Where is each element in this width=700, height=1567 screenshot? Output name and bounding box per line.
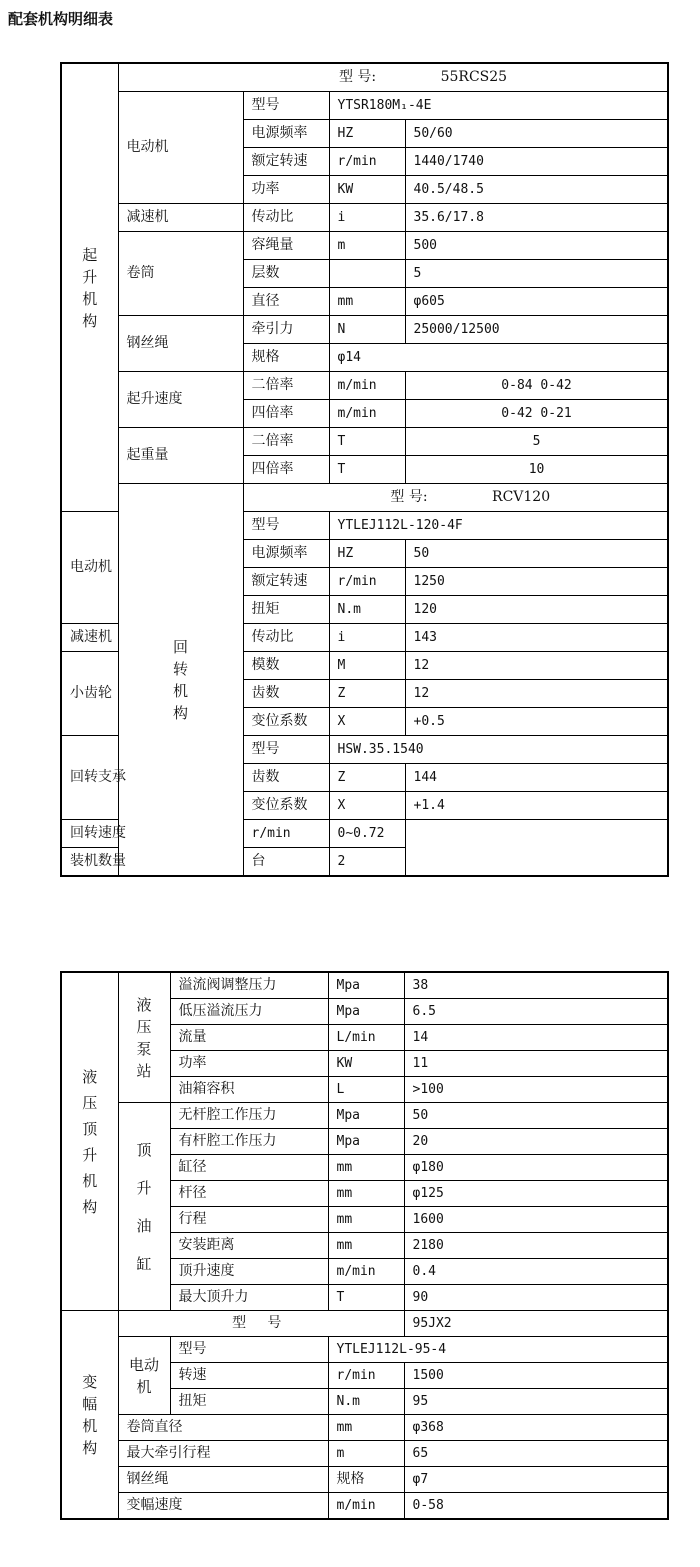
table-row: 钢丝绳 规格 φ7 bbox=[61, 1467, 668, 1493]
table-row: 电动机 型号 YTLEJ112L-120-4F bbox=[61, 512, 668, 540]
section-hoist bbox=[61, 63, 118, 512]
table-row: 有杆腔工作压力 Mpa 20 bbox=[61, 1129, 668, 1155]
section-label: 变幅机构 bbox=[82, 1372, 98, 1457]
table-row: 额定转速 r/min 1250 bbox=[61, 568, 668, 596]
table-row: 规格 φ14 bbox=[61, 344, 668, 372]
table-row: 卷筒直径 mm φ368 bbox=[61, 1415, 668, 1441]
table-row: 电动机 型号 YTLEJ112L-95-4 bbox=[61, 1337, 668, 1363]
table-row: 回转支承 型号 HSW.35.1540 bbox=[61, 736, 668, 764]
page-title: 配套机构明细表 bbox=[8, 10, 114, 28]
table-row: 顶升油缸 无杆腔工作压力 Mpa 50 bbox=[61, 1103, 668, 1129]
table-row: 钢丝绳 牵引力 N 25000/12500 bbox=[61, 316, 668, 344]
table-row: 起升速度 二倍率 m/min 0-84 0-42 bbox=[61, 372, 668, 400]
section-label: 起升机构 bbox=[82, 245, 98, 330]
table-row: 电源频率 HZ 50/60 bbox=[61, 120, 668, 148]
table-row: 功率 KW 11 bbox=[61, 1051, 668, 1077]
group-label: 电动机 bbox=[118, 92, 243, 204]
table-row bbox=[61, 63, 668, 92]
table-row: 扭矩 N.m 120 bbox=[61, 596, 668, 624]
table-row: 行程 mm 1600 bbox=[61, 1207, 668, 1233]
table-row: 最大牵引行程 m 65 bbox=[61, 1441, 668, 1467]
table-row: 电源频率 HZ 50 bbox=[61, 540, 668, 568]
hydraulic-luffing-table bbox=[60, 971, 669, 1520]
table-row: 卷筒 容绳量 m 500 bbox=[61, 232, 668, 260]
table-row: 变幅速度 m/min 0-58 bbox=[61, 1493, 668, 1520]
table-row: 回转速度 r/min 0~0.72 bbox=[61, 820, 668, 848]
table-row: 电动机 型号 YTSR180M₁-4E bbox=[61, 92, 668, 120]
table-row: 功率 KW 40.5/48.5 bbox=[61, 176, 668, 204]
slew-model-header: 型 号: RCV120 bbox=[243, 484, 668, 512]
table-row: 最大顶升力 T 90 bbox=[61, 1285, 668, 1311]
table-row: 减速机 传动比 i 35.6/17.8 bbox=[61, 204, 668, 232]
table-row: 变幅机构 型 号 95JX2 bbox=[61, 1311, 668, 1337]
section-luffing bbox=[61, 1311, 118, 1520]
group-luffing-motor: 电动机 bbox=[118, 1337, 170, 1415]
table-row: 减速机 传动比 i 143 bbox=[61, 624, 668, 652]
table-row: 转速 r/min 1500 bbox=[61, 1363, 668, 1389]
table-row: 四倍率 m/min 0-42 0-21 bbox=[61, 400, 668, 428]
table-row: 起重量 二倍率 T 5 bbox=[61, 428, 668, 456]
table-row: 直径 mm φ605 bbox=[61, 288, 668, 316]
table-row: 齿数 Z 12 bbox=[61, 680, 668, 708]
group-cylinder: 顶升油缸 bbox=[118, 1103, 170, 1311]
table-row: 齿数 Z 144 bbox=[61, 764, 668, 792]
table-row: 缸径 mm φ180 bbox=[61, 1155, 668, 1181]
table-row: 装机数量 台 2 bbox=[61, 848, 668, 877]
hoist-model-header: 型 号: 55RCS25 bbox=[118, 63, 668, 92]
section-hydraulic bbox=[61, 972, 118, 1311]
table-row: 安装距离 mm 2180 bbox=[61, 1233, 668, 1259]
group-pump: 液压泵站 bbox=[118, 972, 170, 1103]
table-row: 油箱容积 L >100 bbox=[61, 1077, 668, 1103]
table-row: 四倍率 T 10 bbox=[61, 456, 668, 484]
slewing-hoisting-table bbox=[60, 62, 669, 877]
table-row: 扭矩 N.m 95 bbox=[61, 1389, 668, 1415]
table-row: 层数 5 bbox=[61, 260, 668, 288]
luffing-model-header: 型 号 bbox=[118, 1311, 404, 1337]
table-row: 额定转速 r/min 1440/1740 bbox=[61, 148, 668, 176]
table-row: 顶升速度 m/min 0.4 bbox=[61, 1259, 668, 1285]
table-row: 液压顶升机构 液压泵站 溢流阀调整压力 Mpa 38 bbox=[61, 972, 668, 999]
section-slew bbox=[118, 484, 243, 877]
table-row: 变位系数 X +0.5 bbox=[61, 708, 668, 736]
section-label: 回转机构 bbox=[172, 637, 188, 722]
table-row: 流量 L/min 14 bbox=[61, 1025, 668, 1051]
table-row: 变位系数 X +1.4 bbox=[61, 792, 668, 820]
table-row bbox=[61, 484, 668, 512]
section-label: 液压顶升机构 bbox=[82, 1067, 98, 1216]
table-row: 杆径 mm φ125 bbox=[61, 1181, 668, 1207]
table-row: 低压溢流压力 Mpa 6.5 bbox=[61, 999, 668, 1025]
table-row: 小齿轮 模数 M 12 bbox=[61, 652, 668, 680]
